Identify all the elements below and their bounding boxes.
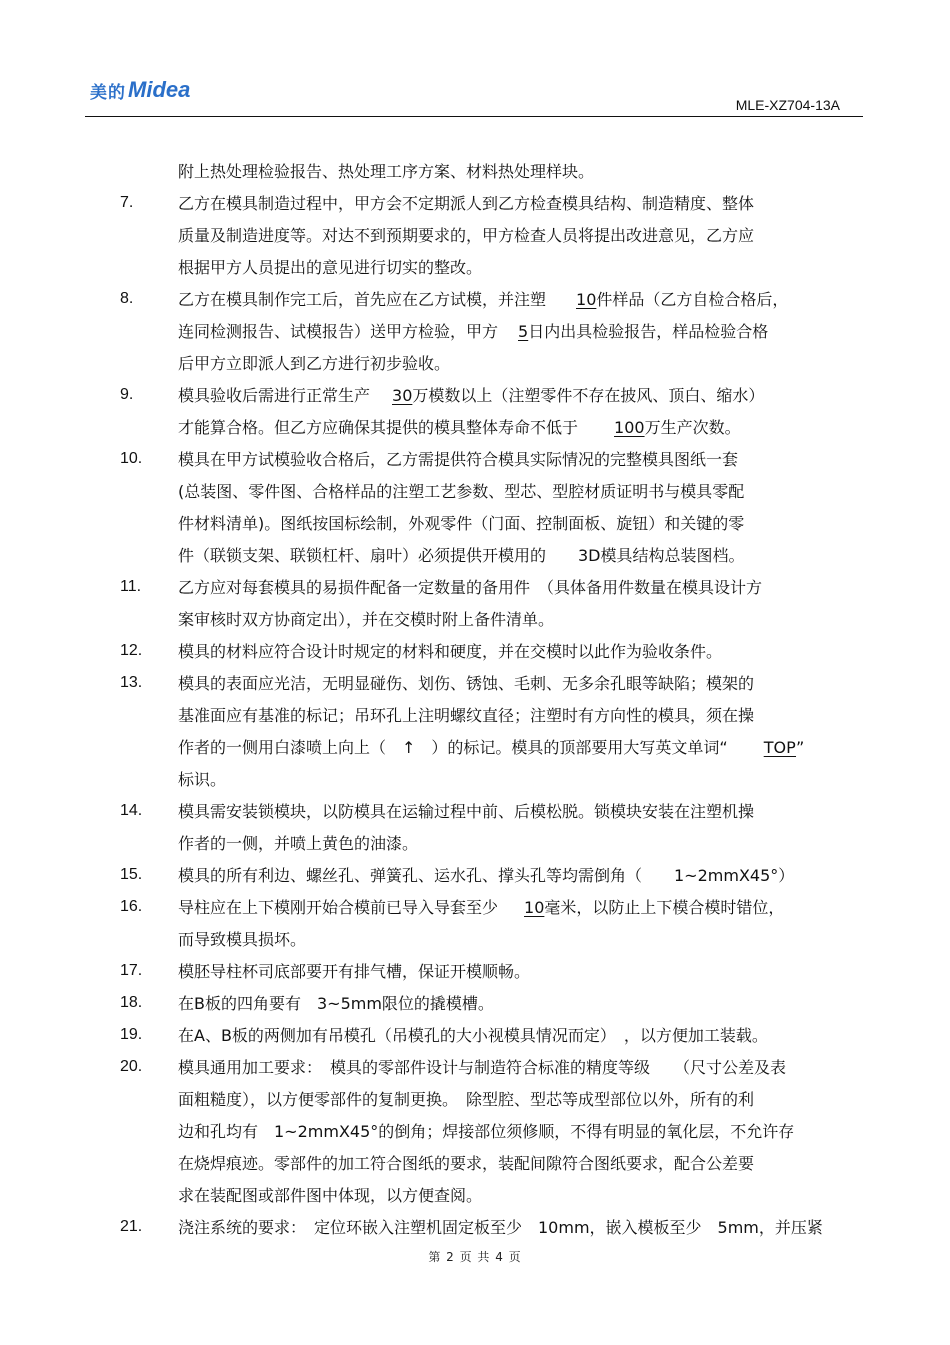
text-segment: 才能算合格。但乙方应确保其提供的模具整体寿命不低于 <box>178 418 579 437</box>
paragraph-line: 质量及制造进度等。对达不到预期要求的，甲方检查人员将提出改进意见，乙方应 <box>178 226 755 245</box>
text-segment: 万生产次数。 <box>644 418 741 437</box>
paragraph-line: 在A、B板的两侧加有吊模孔（吊模孔的大小视模具情况而定） ，以方便加工装载。 <box>178 1026 768 1045</box>
paragraph-line: 模具的所有利边、螺丝孔、弹簧孔、运水孔、撑头孔等均需倒角（ 1~2mmX45°） <box>178 866 795 885</box>
paragraph-line: 模具在甲方试模验收合格后，乙方需提供符合模具实际情况的完整模具图纸一套 <box>178 450 739 469</box>
text-segment: 模具验收后需进行正常生产 <box>178 386 371 405</box>
item-number: 13. <box>120 674 143 691</box>
underlined-value: TOP <box>763 738 797 757</box>
item-number: 10. <box>120 450 143 467</box>
paragraph-line: 在B板的四角要有 3~5mm限位的撬模槽。 <box>178 994 494 1013</box>
paragraph-line: 附上热处理检验报告、热处理工序方案、材料热处理样块。 <box>178 162 595 181</box>
item-number: 16. <box>120 898 143 915</box>
paragraph-line: 件材料清单)。图纸按国标绘制，外观零件（门面、控制面板、旋钮）和关键的零 <box>178 514 745 533</box>
document-number: MLE-XZ704-13A <box>735 97 840 113</box>
underlined-value: 30 <box>392 386 413 405</box>
paragraph-line <box>178 322 768 342</box>
paragraph-line: (总装图、零件图、合格样品的注塑工艺参数、型芯、型腔材质证明书与模具零配 <box>178 482 745 501</box>
item-number: 20. <box>120 1058 143 1075</box>
paragraph-line <box>178 738 804 758</box>
paragraph-line: 作者的一侧，并喷上黄色的油漆。 <box>178 834 419 853</box>
paragraph-line: 案审核时双方协商定出），并在交模时附上备件清单。 <box>178 610 555 629</box>
midea-logo <box>90 70 190 110</box>
item-number: 21. <box>120 1218 143 1235</box>
paragraph-line: 后甲方立即派人到乙方进行初步验收。 <box>178 354 451 373</box>
text-segment: 毫米，以防止上下模合模时错位， <box>544 898 785 917</box>
item-number: 12. <box>120 642 143 659</box>
paragraph-line: 面粗糙度），以方便零部件的复制更换。 除型腔、型芯等成型部位以外，所有的利 <box>178 1090 755 1109</box>
paragraph-line: 根据甲方人员提出的意见进行切实的整改。 <box>178 258 483 277</box>
paragraph-line: 模具的材料应符合设计时规定的材料和硬度，并在交模时以此作为验收条件。 <box>178 642 723 661</box>
paragraph-line: 浇注系统的要求： 定位环嵌入注塑机固定板至少 10mm，嵌入模板至少 5mm，并压紧 <box>178 1218 823 1237</box>
page-footer: 第 2 页 共 4 页 <box>428 1250 522 1264</box>
item-number: 9. <box>120 386 134 403</box>
paragraph-line <box>178 418 741 438</box>
paragraph-line: 模胚导柱杯司底部要开有排气槽，保证开模顺畅。 <box>178 962 531 981</box>
item-number: 19. <box>120 1026 143 1043</box>
item-number: 7. <box>120 194 134 211</box>
underlined-value: 5 <box>518 322 529 341</box>
item-number: 15. <box>120 866 143 883</box>
text-segment: 连同检测报告、试模报告）送甲方检验，甲方 <box>178 322 499 341</box>
paragraph-line <box>178 898 784 918</box>
text-segment: 件样品（乙方自检合格后， <box>596 290 789 309</box>
header-rule <box>85 116 863 117</box>
item-number: 14. <box>120 802 143 819</box>
paragraph-line: 乙方在模具制造过程中，甲方会不定期派人到乙方检查模具结构、制造精度、整体 <box>178 194 755 213</box>
paragraph-line: 在烧焊痕迹。零部件的加工符合图纸的要求，装配间隙符合图纸要求，配合公差要 <box>178 1154 755 1173</box>
paragraph-line: 边和孔均有 1~2mmX45°的倒角；焊接部位须修顺，不得有明显的氧化层，不允许存 <box>178 1122 795 1141</box>
paragraph-line: 件（联锁支架、联锁杠杆、扇叶）必须提供开模用的 3D模具结构总装图档。 <box>178 546 745 565</box>
paragraph-line: 标识。 <box>178 770 227 789</box>
text-segment: 万模数以上（注塑零件不存在披风、顶白、缩水） <box>412 386 765 405</box>
logo-english: Midea <box>128 77 191 102</box>
item-number: 18. <box>120 994 143 1011</box>
item-number: 17. <box>120 962 143 979</box>
text-segment: 日内出具检验报告，样品检验合格 <box>528 322 769 341</box>
underlined-value: 10 <box>524 898 545 917</box>
paragraph-line: 模具需安装锁模块，以防模具在运输过程中前、后模松脱。锁模块安装在注塑机操 <box>178 802 755 821</box>
text-segment: 导柱应在上下模刚开始合模前已导入导套至少 <box>178 898 499 917</box>
item-number: 11. <box>120 578 142 595</box>
logo-chinese: 美的 <box>90 82 126 103</box>
text-segment: ” <box>796 738 805 757</box>
paragraph-line: 模具的表面应光洁，无明显碰伤、划伤、锈蚀、毛刺、无多余孔眼等缺陷；模架的 <box>178 674 755 693</box>
item-number: 8. <box>120 290 134 307</box>
text-segment: 乙方在模具制作完工后，首先应在乙方试模，并注塑 <box>178 290 547 309</box>
text-segment: 作者的一侧用白漆喷上向上（ ↑ ）的标记。模具的顶部要用大写英文单词“ <box>178 738 728 757</box>
paragraph-line <box>178 386 764 406</box>
paragraph-line: 模具通用加工要求： 模具的零部件设计与制造符合标准的精度等级 （尺寸公差及表 <box>178 1058 787 1077</box>
paragraph-line: 求在装配图或部件图中体现，以方便查阅。 <box>178 1186 483 1205</box>
underlined-value: 100 <box>614 418 645 437</box>
paragraph-line <box>178 290 788 310</box>
paragraph-line: 乙方应对每套模具的易损件配备一定数量的备用件 （具体备用件数量在模具设计方 <box>178 578 763 597</box>
underlined-value: 10 <box>576 290 597 309</box>
paragraph-line: 而导致模具损坏。 <box>178 930 307 949</box>
paragraph-line: 基准面应有基准的标记；吊环孔上注明螺纹直径；注塑时有方向性的模具，须在操 <box>178 706 755 725</box>
